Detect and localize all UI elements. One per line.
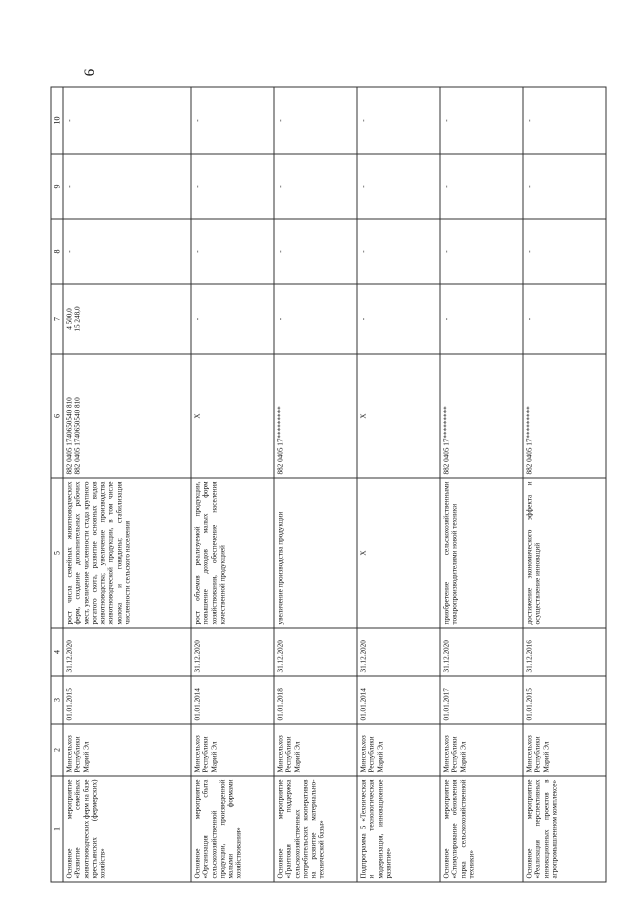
header-row <box>51 87 63 882</box>
cell-col-10: - <box>63 87 191 154</box>
header-col-2: 2 <box>51 724 63 776</box>
cell-col-7: - <box>191 284 274 354</box>
cell-col-2: Минсельхоз Республики Марий Эл <box>191 724 274 776</box>
header-col-4: 4 <box>51 628 63 676</box>
cell-col-4: 31.12.2016 <box>523 628 606 676</box>
cell-col-1: Основное мероприятие «Грантовая поддержка сельскохозяйственных потребительских кооперативов на развитие материально-технической базы» <box>274 776 357 882</box>
cell-col-4: 31.12.2020 <box>191 628 274 676</box>
cell-col-3: 01.01.2014 <box>191 676 274 724</box>
cell-col-9: - <box>63 154 191 219</box>
table-row <box>523 87 606 882</box>
cell-col-5: увеличение производства продукции <box>274 478 357 628</box>
cell-col-2: Минсельхоз Республики Марий Эл <box>440 724 523 776</box>
cell-col-5: рост объемов реализуемой продукции, повышение доходов малых форм хозяйствования, обеспечение населения качественной продукцией <box>191 478 274 628</box>
cell-col-1: Основное мероприятие «Организация сбыта сельскохозяйственной продукции, произведенной малыми формами хозяйствования» <box>191 776 274 882</box>
cell-col-6: 882 0405 17********* <box>274 354 357 478</box>
table-row <box>440 87 523 882</box>
header-col-1: 1 <box>51 776 63 882</box>
cell-col-2: Минсельхоз Республики Марий Эл <box>523 724 606 776</box>
cell-col-9: - <box>357 154 440 219</box>
cell-col-5: достижение экономического эффекта и осуществление инноваций <box>523 478 606 628</box>
header-col-10: 10 <box>51 87 63 154</box>
cell-col-2: Минсельхоз Республики Марий Эл <box>274 724 357 776</box>
cell-col-6: X <box>357 354 440 478</box>
cell-col-4: 31.12.2020 <box>274 628 357 676</box>
cell-col-5: X <box>357 478 440 628</box>
cell-col-4: 31.12.2020 <box>440 628 523 676</box>
table-row <box>274 87 357 882</box>
cell-col-9: - <box>523 154 606 219</box>
cell-col-7: 4 500,0 15 248,0 <box>63 284 191 354</box>
cell-col-5: рост числа семейных животноводческих ферм, создание дополнительных рабочих мест, увеличение численности стада крупного рогатого скота, развитие основных видов животноводства; увеличение производства животноводческой продукции, в том числе молока и говядины; стабилизация численности сельского населения <box>63 478 191 628</box>
cell-col-10: - <box>274 87 357 154</box>
table-row <box>191 87 274 882</box>
cell-col-1: Основное мероприятие «Развитие семейных животноводческих ферм на базе крестьянских (фермерских) хозяйств» <box>63 776 191 882</box>
cell-col-6: 882 0405 17********* <box>440 354 523 478</box>
program-table-rotated <box>51 88 581 883</box>
cell-col-3: 01.01.2018 <box>274 676 357 724</box>
cell-col-9: - <box>191 154 274 219</box>
cell-col-8: - <box>440 219 523 284</box>
cell-col-8: - <box>274 219 357 284</box>
cell-col-2: Минсельхоз Республики Марий Эл <box>63 724 191 776</box>
cell-col-8: - <box>191 219 274 284</box>
header-col-7: 7 <box>51 284 63 354</box>
header-col-6: 6 <box>51 354 63 478</box>
cell-col-4: 31.12.2020 <box>357 628 440 676</box>
cell-col-1: Основное мероприятие «Реализация перспективных инновационных проектов в агропромышленном комплексе» <box>523 776 606 882</box>
cell-col-9: - <box>440 154 523 219</box>
cell-col-8: - <box>63 219 191 284</box>
cell-col-6: 882 0405 17********* <box>523 354 606 478</box>
cell-col-10: - <box>191 87 274 154</box>
cell-col-6: 882 0405 1740650540 810 882 0405 1740650540 810 <box>63 354 191 478</box>
header-col-3: 3 <box>51 676 63 724</box>
cell-col-10: - <box>440 87 523 154</box>
cell-col-3: 01.01.2015 <box>523 676 606 724</box>
cell-col-5: приобретение сельскохозяйственными товаропроизводителями новой техники <box>440 478 523 628</box>
cell-col-7: - <box>440 284 523 354</box>
cell-col-9: - <box>274 154 357 219</box>
program-table <box>51 87 607 883</box>
cell-col-1: Подпрограмма 5 «Техническая и технологическая модернизация, инновационное развитие» <box>357 776 440 882</box>
cell-col-8: - <box>523 219 606 284</box>
page-number: 9 <box>80 68 97 77</box>
cell-col-7: - <box>274 284 357 354</box>
cell-col-3: 01.01.2014 <box>357 676 440 724</box>
header-col-9: 9 <box>51 154 63 219</box>
cell-col-6: X <box>191 354 274 478</box>
cell-col-3: 01.01.2015 <box>63 676 191 724</box>
cell-col-1: Основное мероприятие «Стимулирование обновления парка сельскохозяйственной техники» <box>440 776 523 882</box>
table-row <box>63 87 191 882</box>
cell-col-3: 01.01.2017 <box>440 676 523 724</box>
cell-col-7: - <box>523 284 606 354</box>
header-col-8: 8 <box>51 219 63 284</box>
cell-col-7: - <box>357 284 440 354</box>
cell-col-2: Минсельхоз Республики Марий Эл <box>357 724 440 776</box>
table-row <box>357 87 440 882</box>
cell-col-4: 31.12.2020 <box>63 628 191 676</box>
header-col-5: 5 <box>51 478 63 628</box>
cell-col-8: - <box>357 219 440 284</box>
cell-col-10: - <box>523 87 606 154</box>
cell-col-10: - <box>357 87 440 154</box>
